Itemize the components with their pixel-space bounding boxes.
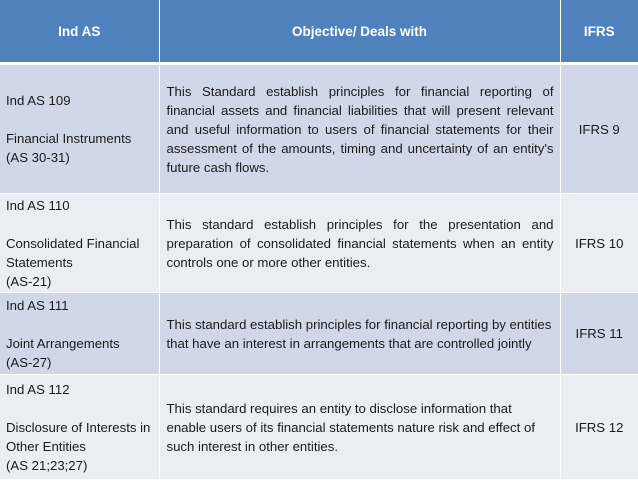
ind-as-cell [0, 194, 159, 293]
standard-ref: (AS 21;23;27) [6, 457, 88, 473]
standard-ref: (AS-27) [6, 354, 52, 370]
ind-as-cell [0, 64, 159, 194]
ifrs-cell: IFRS 10 [560, 194, 638, 293]
ifrs-cell: IFRS 12 [560, 375, 638, 480]
table-row [0, 375, 638, 480]
objective-cell: This standard establish principles for the presentation and preparation of consolidated financial statements when an entity controls one or more other entities. [159, 194, 560, 293]
table-header-row [0, 0, 638, 64]
ind-as-cell [0, 293, 159, 375]
standard-title: Disclosure of Interests in Other Entities [6, 419, 151, 454]
table-row [0, 194, 638, 293]
standard-title: Joint Arrangements [6, 335, 120, 351]
ifrs-cell: IFRS 9 [560, 64, 638, 194]
standard-code: Ind AS 109 [6, 93, 71, 108]
standard-ref: (AS-21) [6, 273, 52, 289]
ind-as-cell [0, 375, 159, 480]
objective-cell: This Standard establish principles for financial reporting of financial assets and financial liabilities that will present relevant and useful information to users of financial statements for their assessment of the amounts, timing and uncertainty of an entity's future cash flows. [159, 64, 560, 194]
standard-code: Ind AS 112 [6, 381, 70, 397]
standard-code: Ind AS 110 [6, 197, 70, 213]
header-objective: Objective/ Deals with [159, 0, 560, 64]
header-ifrs: IFRS [560, 0, 638, 64]
objective-cell: This standard establish principles for financial reporting by entities that have an interest in arrangements that are controlled jointly [159, 293, 560, 375]
standard-title: Financial Instruments [6, 131, 132, 146]
standard-ref: (AS 30-31) [6, 150, 70, 165]
header-ind-as: Ind AS [0, 0, 159, 64]
objective-cell: This standard requires an entity to disclose information that enable users of its financial statements nature risk and effect of such interest in other entities. [159, 375, 560, 480]
table-row [0, 293, 638, 375]
standard-title: Consolidated Financial Statements [6, 235, 140, 270]
table-row [0, 64, 638, 194]
ifrs-cell: IFRS 11 [560, 293, 638, 375]
standard-code: Ind AS 111 [6, 297, 69, 313]
